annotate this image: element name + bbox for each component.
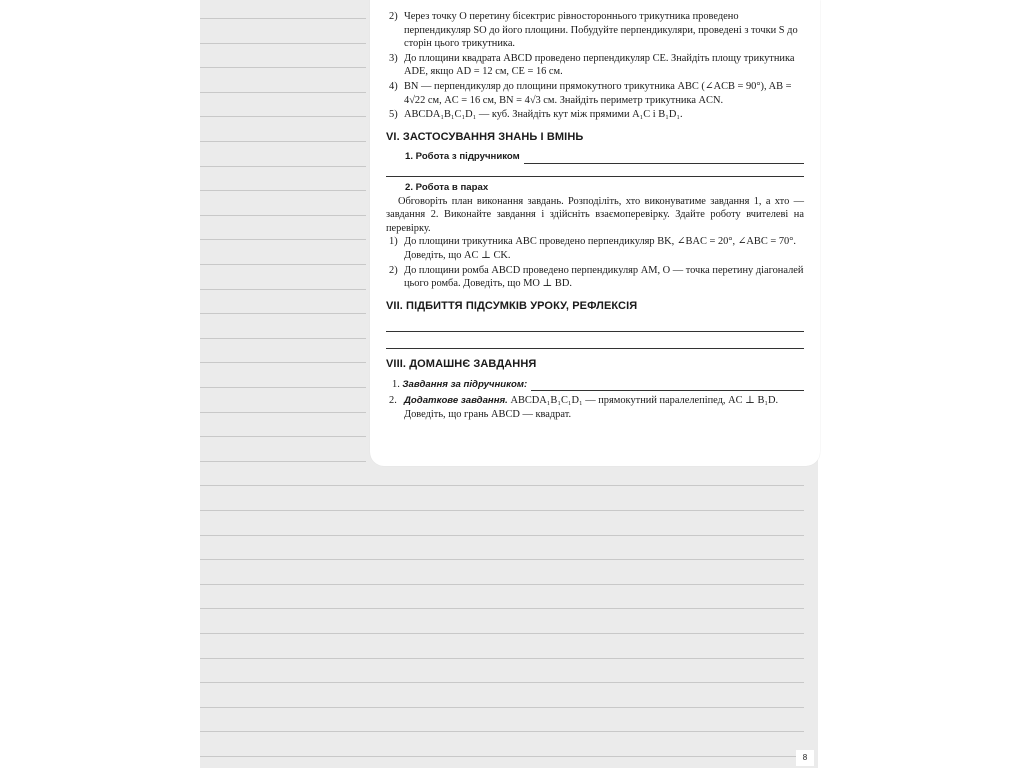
homework-task-2-text: ABCDA₁B₁C₁D₁ — прямокутний паралелепіпед, AC ⊥ B₁D. Доведіть, що грань ABCD — квадрат. <box>404 395 779 421</box>
ruled-line <box>200 43 366 44</box>
ruled-line <box>200 559 804 560</box>
task-list-top <box>386 10 804 122</box>
task-number: 1) <box>389 236 398 248</box>
task-item <box>386 10 804 51</box>
ruled-line <box>200 239 366 240</box>
section-heading-vi: VI. ЗАСТОСУВАННЯ ЗНАНЬ І ВМІНЬ <box>386 130 584 143</box>
ruled-line <box>200 116 366 117</box>
ruled-line <box>200 338 366 339</box>
textbook-work-line <box>386 150 804 164</box>
pair-work-intro: Обговоріть план виконання завдань. Розподіліть, хто виконуватиме завдання 1, а хто — завдання 2. Виконайте завдання і здійсніть взаємоперевірку. Здайте роботу вчителеві на перевірку. <box>386 195 804 234</box>
ruled-line <box>200 387 366 388</box>
ruled-line <box>200 190 366 191</box>
ruled-line <box>200 633 804 634</box>
ruled-line <box>200 166 366 167</box>
task-text: BN — перпендикуляр до площини прямокутного трикутника ABC (∠ACB = 90°), AB = 4√22 см, AC = 16 см, BN = 4√3 см. Знайдіть периметр трикутника ACN. <box>404 80 792 106</box>
answer-line[interactable] <box>524 153 804 164</box>
task-item <box>386 108 804 122</box>
homework-task-1-label: Завдання за підручником: <box>402 378 528 390</box>
task-item <box>386 80 804 107</box>
task-text: До площини квадрата ABCD проведено перпендикуляр CE. Знайдіть площу трикутника ADE, якщо AD = 12 см, CE = 16 см. <box>404 52 795 78</box>
workbook-page <box>200 0 818 768</box>
ruled-line <box>200 436 366 437</box>
ruled-line <box>200 535 804 536</box>
task-text: До площини трикутника ABC проведено перпендикуляр BK, ∠BAC = 20°, ∠ABC = 70°. Доведіть, що AC ⊥ CK. <box>404 236 796 261</box>
task-number: 4) <box>389 80 398 92</box>
pair-task-item <box>386 235 804 262</box>
answer-line[interactable] <box>531 380 804 391</box>
task-number: 2) <box>389 11 398 22</box>
task-text: ABCDA₁B₁C₁D₁ — куб. Знайдіть кут між прямими A₁C і B₁D₁. <box>404 109 683 121</box>
ruled-line <box>200 215 366 216</box>
ruled-line <box>200 707 804 708</box>
ruled-line <box>200 362 366 363</box>
ruled-line <box>200 485 804 486</box>
subheading-textbook: 1. Робота з підручником <box>405 151 520 163</box>
answer-line[interactable] <box>386 319 804 332</box>
answer-line[interactable] <box>386 164 804 177</box>
ruled-line <box>200 412 366 413</box>
ruled-line <box>200 313 366 314</box>
lesson-card <box>370 0 820 466</box>
ruled-line <box>200 682 804 683</box>
lesson-content <box>386 10 804 423</box>
homework-task-1 <box>386 378 804 392</box>
ruled-line <box>200 608 804 609</box>
task-number: 2. <box>389 395 397 407</box>
ruled-line <box>200 18 366 19</box>
ruled-line <box>200 264 366 265</box>
ruled-line <box>200 67 366 68</box>
homework-task-2 <box>386 394 804 421</box>
homework-task-2-label: Додаткове завдання. <box>404 395 508 407</box>
ruled-line <box>200 756 804 757</box>
task-number: 2) <box>389 264 398 276</box>
task-text: До площини ромба ABCD проведено перпендикуляр AM, O — точка перетину діагоналей цього ромба. Доведіть, що MO ⊥ BD. <box>404 264 804 290</box>
ruled-line <box>200 584 804 585</box>
ruled-line <box>200 461 366 462</box>
section-heading-vii: VII. ПІДБИТТЯ ПІДСУМКІВ УРОКУ, РЕФЛЕКСІЯ <box>386 299 638 312</box>
task-text: Через точку O перетину бісектрис рівностороннього трикутника проведено перпендикуляр SO до його площини. Побудуйте перпендикуляри, проведені з точки S до сторін цього трикутника. <box>404 11 798 50</box>
answer-line[interactable] <box>386 336 804 349</box>
page-number: 8 <box>796 750 814 766</box>
ruled-line <box>200 510 804 511</box>
task-number: 1. <box>392 378 403 390</box>
task-item <box>386 52 804 79</box>
ruled-line <box>200 141 366 142</box>
task-number: 3) <box>389 52 398 64</box>
section-heading-viii: VIII. ДОМАШНЄ ЗАВДАННЯ <box>386 358 537 371</box>
ruled-line <box>200 289 366 290</box>
ruled-line <box>200 731 804 732</box>
subheading-pair-work: 2. Робота в парах <box>405 181 489 193</box>
task-number: 5) <box>389 109 398 121</box>
ruled-line <box>200 658 804 659</box>
pair-task-item <box>386 264 804 291</box>
ruled-line <box>200 92 366 93</box>
